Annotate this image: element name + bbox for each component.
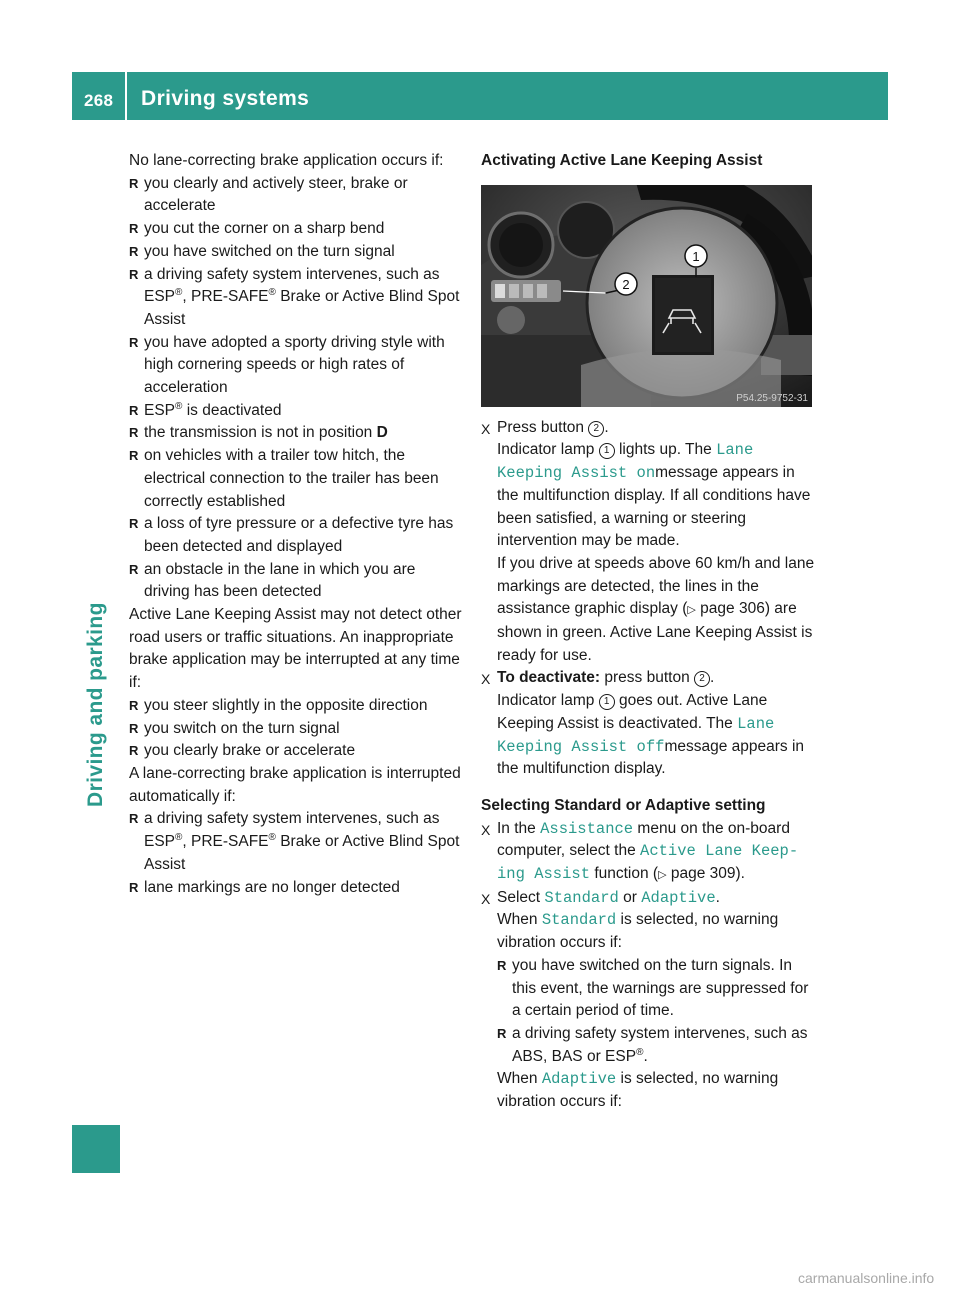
list-item: R lane markings are no longer detected — [129, 877, 462, 900]
body-paragraph: A lane-correcting brake application is interrupted automatically if: — [129, 764, 461, 805]
setting-standard: Standard — [544, 888, 619, 907]
step-arrow-icon: X — [481, 890, 491, 907]
list-item: R an obstacle in the lane in which you are driving has been detected — [129, 559, 462, 604]
sub-list — [497, 955, 817, 1069]
page-ref-icon: ▷ — [658, 869, 667, 882]
steering-wheel-illustration — [481, 185, 812, 407]
list-item: R on vehicles with a trailer tow hitch, the electrical connection to the trailer has been correctly established — [129, 445, 462, 513]
list-item: R you have switched on the turn signal — [129, 241, 462, 264]
callout-1-icon: 1 — [599, 694, 615, 710]
callout-1: 1 — [692, 248, 700, 264]
list-item: R you clearly brake or accelerate — [129, 740, 462, 763]
list-item: R a loss of tyre pressure or a defective tyre has been detected and displayed — [129, 513, 462, 558]
page-ref-icon: ▷ — [687, 604, 696, 617]
section-heading: Selecting Standard or Adaptive setting — [481, 796, 766, 814]
list-item: R you steer slightly in the opposite direction — [129, 695, 462, 718]
setting-adaptive: Adaptive — [541, 1070, 617, 1089]
instruction-step: X To deactivate: press button 2 . Indicator lamp 1 goes out. Active Lane Keeping Assist is deactivated. The Lane Keeping Assist offmessage appears in the multifunction display. — [481, 669, 805, 778]
callout-2-icon: 2 — [694, 671, 710, 687]
step-arrow-icon: X — [481, 671, 491, 688]
list-item: R a driving safety system intervenes, such as ESP®, PRE-SAFE® Brake or Active Blind Spot Assist — [129, 808, 462, 876]
right-column — [481, 150, 817, 1114]
header-divider — [125, 72, 127, 120]
setting-standard: Standard — [541, 911, 617, 930]
instruction-step: X Press button 2 . Indicator lamp 1 lights up. The Lane Keeping Assist onmessage appears in the multifunction display. If all conditions have been satisfied, a warning or steering intervention may be made. If you drive at speeds above 60 km/h and lane markings are detected, the lines in the assistance graphic display (▷ page 306) are shown in green. Active Lane Keeping Assist is ready for use. — [481, 418, 815, 664]
menu-name: Assistance — [540, 819, 634, 838]
page-number: 268 — [84, 91, 114, 110]
list-item: R you switch on the turn signal — [129, 718, 462, 741]
display-message: Lane Keeping Assist off — [497, 714, 775, 756]
step-arrow-icon: X — [481, 821, 491, 838]
section-heading: Activating Active Lane Keeping Assist — [481, 152, 763, 169]
list-item: R ESP® is deactivated — [129, 400, 462, 423]
watermark: carmanualsonline.info — [798, 1270, 935, 1286]
intro-paragraph: No lane-correcting brake application occurs if: — [129, 152, 444, 169]
display-message: Lane Keeping Assist on — [497, 441, 754, 483]
callout-2: 2 — [622, 276, 630, 292]
instruction-step: X In the Assistance menu on the on-board computer, select the Active Lane Keep‐ing Assist function (▷ page 309). — [481, 819, 799, 884]
figure-code: P54.25-9752-31 — [736, 392, 808, 404]
sidebar-tab-marker — [72, 1125, 120, 1173]
body-paragraph: Active Lane Keeping Assist may not detect other road users or traffic situations. An inappropriate brake application may be interrupted at any time if: — [129, 606, 462, 692]
function-name: Active Lane Keep‐ing Assist — [497, 842, 799, 884]
chapter-title: Driving systems — [141, 87, 310, 110]
callout-2-icon: 2 — [588, 421, 604, 437]
setting-adaptive: Adaptive — [641, 888, 716, 907]
left-column — [129, 150, 462, 899]
instruction-step: X Select Standard or Adaptive. When Standard is selected, no warning vibration occurs if: R you have switched on the turn signals. In this event, the warnings are suppressed for a certain period of time. R a driving safety system intervenes, such as ABS, BAS or ESP®. When Adaptive is selected, no warning vibration occurs if: — [481, 887, 817, 1114]
list-item: R a driving safety system intervenes, such as ESP®, PRE-SAFE® Brake or Active Blind Spot Assist — [129, 264, 462, 332]
list-item: R the transmission is not in position D — [129, 422, 462, 445]
list-item: R you have adopted a sporty driving style with high cornering speeds or high rates of acceleration — [129, 332, 462, 400]
list-item: R you have switched on the turn signals. In this event, the warnings are suppressed for a certain period of time. — [497, 955, 817, 1023]
sidebar-section-label — [84, 147, 114, 807]
list-item: R you cut the corner on a sharp bend — [129, 218, 462, 241]
list-item: R a driving safety system intervenes, such as ABS, BAS or ESP®. — [497, 1023, 817, 1068]
illustration-svg — [481, 185, 812, 407]
list-item: R you clearly and actively steer, brake or accelerate — [129, 173, 462, 218]
callout-1-icon: 1 — [599, 443, 615, 459]
step-arrow-icon: X — [481, 420, 491, 437]
sidebar-label-text: Driving and parking — [84, 602, 107, 807]
